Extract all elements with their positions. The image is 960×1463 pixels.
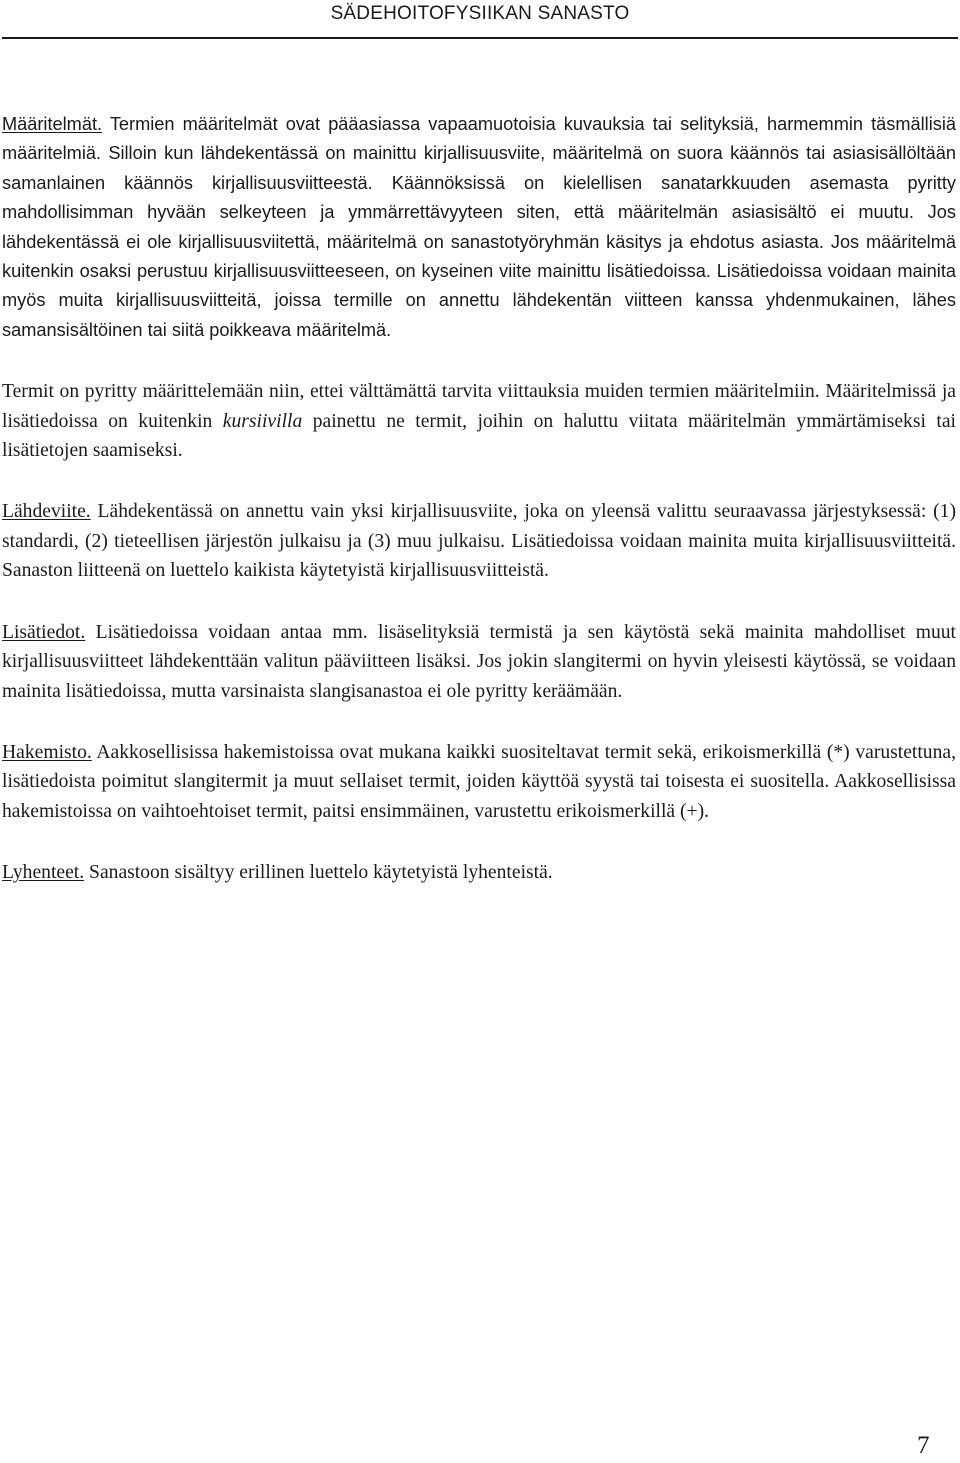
paragraph-text: Termien määritelmät ovat pääasiassa vapaamuotoisia kuvauksia tai selityksiä, harmemmin täsmällisiä määritelmiä. Silloin kun lähdekentässä on mainittu kirjallisuusviite, määritelmä on suora käännös tai asiasisällöltään samanlainen käännös kirjallisuusviitteestä. Käännöksissä on kielellisen sanatarkkuuden asemasta pyritty mahdollisimman hyvään selkeyteen ja ymmärrettävyyteen siten, että määritelmän asiasisältö ei muutu. Jos lähdekentässä ei ole kirjallisuusviitettä, määritelmä on sanastotyöryhmän käsitys ja ehdotus asiasta. Jos määritelmä kuitenkin osaksi perustuu kirjallisuusviitteeseen, on kyseinen viite mainittu lisätiedoissa. Lisätiedoissa voidaan mainita myös muita kirjallisuusviitteitä, joissa termille on annettu lähdekentän viitteen kanssa yhdenmukainen, lähes samansisältöinen tai siitä poikkeava määritelmä. [2, 114, 956, 340]
section-label-lyhenteet: Lyhenteet. [2, 862, 85, 884]
body-text [2, 110, 956, 920]
paragraph-hakemisto [2, 738, 956, 826]
paragraph-lahdeviite [2, 497, 956, 585]
paragraph-lyhenteet [2, 858, 956, 887]
section-label-maaritelmat: Määritelmät. [2, 114, 103, 134]
header-rule [2, 37, 958, 39]
paragraph-text: Lisätiedoissa voidaan antaa mm. lisäselityksiä termistä ja sen käytöstä sekä mainita mahdolliset muut kirjallisuusviitteet lähdekenttään valitun pääviitteen lisäksi. Jos jokin slangitermi on hyvin yleisesti käytössä, se voidaan mainita lisätiedoissa, mutta varsinaista slangisanastoa ei ole pyritty keräämään. [2, 621, 956, 702]
paragraph-text: painettu ne termit, joihin on haluttu viitata määritelmän ymmärtämiseksi tai lisätietojen saamiseksi. [2, 410, 956, 462]
paragraph-text: Aakkosellisissa hakemistoissa ovat mukana kaikki suositeltavat termit sekä, erikoismerkillä (*) varustettuna, lisätiedoista poimitut slangitermit ja muut sellaiset termit, joiden käyttöä syystä tai toisesta ei suositella. Aakkosellisissa hakemistoissa on vaihtoehtoiset termit, paitsi ensimmäinen, varustettu erikoismerkillä (+). [2, 741, 956, 822]
paragraph-lisatiedot [2, 618, 956, 706]
paragraph-text: Sanastoon sisältyy erillinen luettelo käytetyistä lyhenteistä. [84, 862, 553, 884]
section-label-lahdeviite: Lähdeviite. [2, 501, 91, 523]
running-head: SÄDEHOITOFYSIIKAN SANASTO [330, 3, 630, 24]
paragraph-text: Termit on pyritty määrittelemään niin, ettei välttämättä tarvita viittauksia muiden termien määritelmiin. Määritelmissä ja lisätiedoissa on kuitenkin [2, 381, 956, 432]
italic-term: kursiivilla [222, 410, 303, 432]
page-number: 7 [917, 1432, 930, 1459]
paragraph-termit [2, 377, 956, 465]
section-label-lisatiedot: Lisätiedot. [2, 621, 86, 643]
paragraph-text: Lähdekentässä on annettu vain yksi kirjallisuusviite, joka on yleensä valittu seuraavassa järjestyksessä: (1) standardi, (2) tieteellisen järjestön julkaisu ja (3) muu julkaisu. Lisätiedoissa voidaan mainita muita kirjallisuusviitteitä. Sanaston liitteenä on luettelo kaikista käytetyistä kirjallisuusviitteistä. [2, 501, 956, 582]
section-label-hakemisto: Hakemisto. [2, 741, 92, 763]
paragraph-maaritelmat [2, 110, 956, 345]
